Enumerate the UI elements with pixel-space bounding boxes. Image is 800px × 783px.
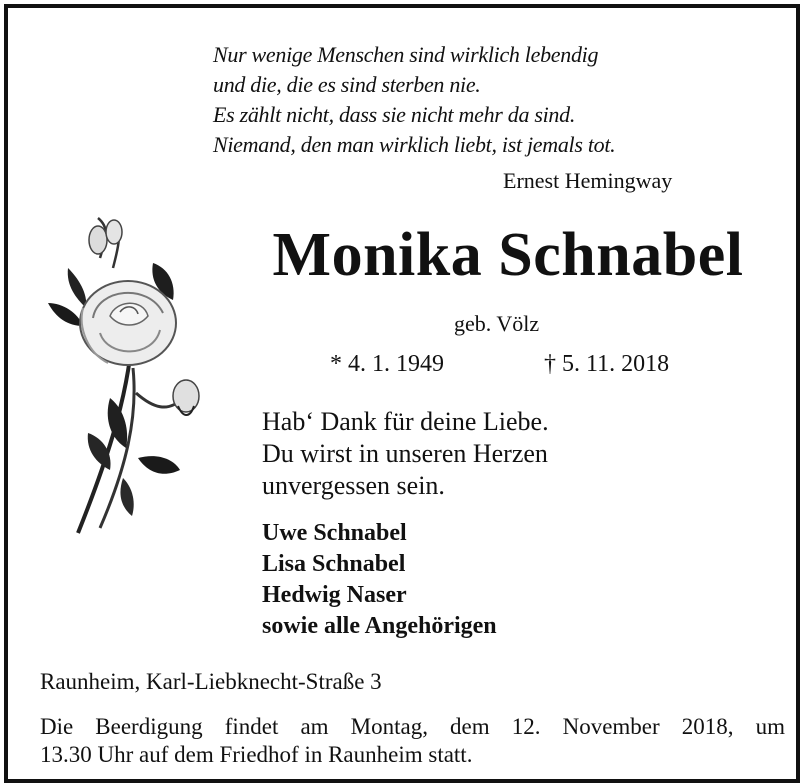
quote-author: Ernest Hemingway <box>503 168 673 193</box>
quote-block <box>213 40 773 160</box>
family-member: Uwe Schnabel <box>262 520 407 546</box>
death-date: † 5. 11. 2018 <box>544 351 670 377</box>
deceased-name: Monika Schnabel <box>272 221 744 289</box>
funeral-line: 13.30 Uhr auf dem Friedhof in Raunheim statt. <box>40 742 473 767</box>
family-member: Lisa Schnabel <box>262 551 406 577</box>
family-list <box>262 518 497 642</box>
address: Raunheim, Karl-Liebknecht-Straße 3 <box>40 669 382 694</box>
family-member: sowie alle Angehörigen <box>262 613 497 639</box>
quote-line: Nur wenige Menschen sind wirklich lebendig <box>213 42 599 67</box>
funeral-info <box>40 713 785 769</box>
family-member: Hedwig Naser <box>262 582 407 608</box>
thanks-line: Hab‘ Dank für deine Liebe. <box>262 407 549 436</box>
funeral-line: Die Beerdigung findet am Montag, dem 12. November 2018, um <box>40 714 785 739</box>
thanks-line: unvergessen sein. <box>262 471 445 500</box>
obituary-notice <box>4 4 800 783</box>
quote-line: Es zählt nicht, dass sie nicht mehr da sind. <box>213 102 576 127</box>
quote-line: Niemand, den man wirklich liebt, ist jemals tot. <box>213 132 616 157</box>
rose-illustration <box>38 208 208 538</box>
thanks-text <box>262 406 549 502</box>
thanks-line: Du wirst in unseren Herzen <box>262 439 548 468</box>
quote-line: und die, die es sind sterben nie. <box>213 72 481 97</box>
birth-date: * 4. 1. 1949 <box>330 351 444 377</box>
maiden-name: geb. Völz <box>454 311 540 336</box>
